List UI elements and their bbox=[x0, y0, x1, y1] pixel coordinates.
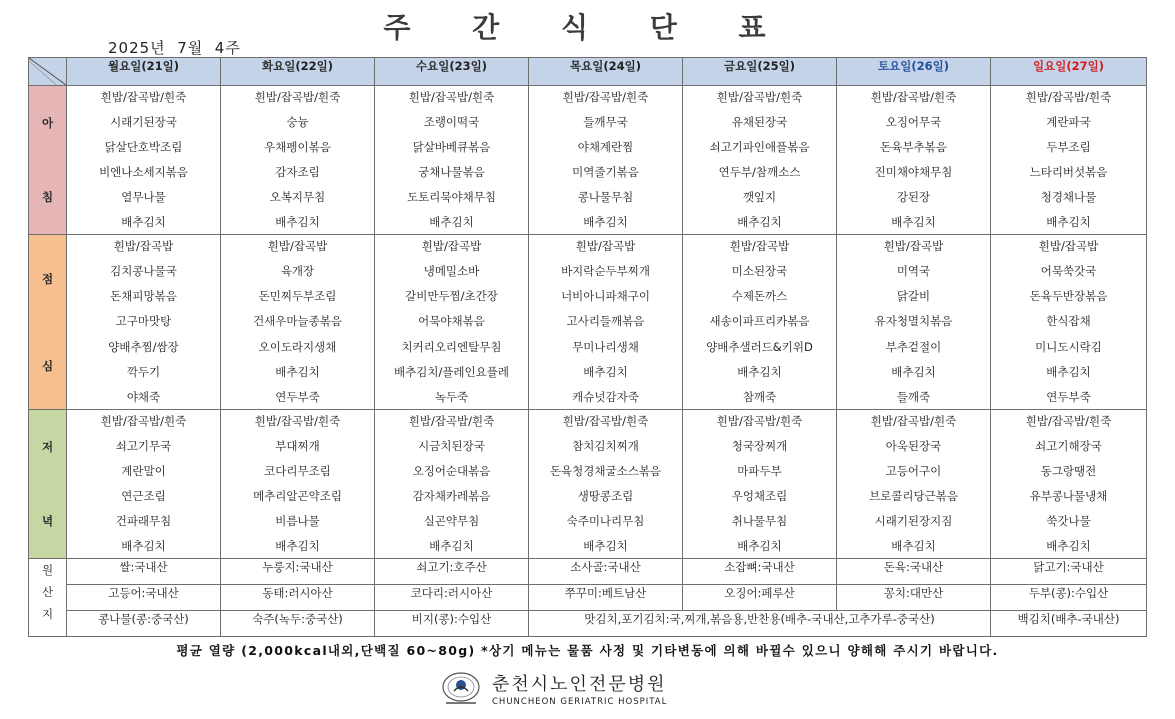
breakfast-row bbox=[29, 86, 1147, 235]
dinner-label bbox=[29, 410, 67, 559]
menu-item: 연근조림 bbox=[121, 489, 166, 503]
menu-item: 돈육두반장볶음 bbox=[1029, 289, 1108, 304]
menu-item: 연두부/참깨소스 bbox=[718, 165, 801, 179]
menu-item: 흰밥/잡곡밥/흰죽 bbox=[870, 90, 957, 104]
breakfast-cell-day-2 bbox=[221, 86, 375, 235]
diagonal-line-icon bbox=[29, 58, 66, 85]
meal-label-char: 아 bbox=[41, 116, 54, 130]
dinner-cell-day-4 bbox=[529, 410, 683, 559]
menu-item: 시금치된장국 bbox=[418, 439, 485, 453]
menu-item: 흰밥/잡곡밥/흰죽 bbox=[1025, 90, 1112, 104]
menu-item: 흰밥/잡곡밥 bbox=[113, 239, 174, 253]
menu-item: 녹두죽 bbox=[434, 389, 469, 404]
menu-item: 감자채카레볶음 bbox=[412, 489, 491, 503]
menu-item: 메추리알곤약조림 bbox=[253, 489, 342, 503]
menu-item: 양배추찜/쌈장 bbox=[108, 339, 179, 354]
menu-item: 배추김치 bbox=[275, 539, 320, 553]
origin-cell: 누룽지:국내산 bbox=[221, 559, 375, 585]
day-header-wed: 수요일(23일) bbox=[375, 58, 529, 86]
menu-item: 배추김치 bbox=[121, 539, 166, 553]
menu-item: 열무나물 bbox=[121, 190, 166, 204]
lunch-cell-day-6 bbox=[837, 235, 991, 410]
menu-item: 흰밥/잡곡밥/흰죽 bbox=[562, 414, 649, 428]
origin-cell: 돈육:국내산 bbox=[837, 559, 991, 585]
menu-item: 배추김치 bbox=[737, 364, 782, 379]
menu-item: 깍두기 bbox=[126, 364, 161, 379]
origin-kimchi-cell: 맛김치,포기김치:국,찌개,볶음용,반찬용(배추-국내산,고추가루-중국산) bbox=[529, 611, 991, 637]
menu-item: 진미채야채무침 bbox=[874, 165, 953, 179]
dinner-cell-day-3 bbox=[375, 410, 529, 559]
menu-item: 미소된장국 bbox=[731, 264, 788, 279]
lunch-cell-day-7 bbox=[991, 235, 1147, 410]
menu-item: 오복지무침 bbox=[269, 190, 326, 204]
breakfast-label bbox=[29, 86, 67, 235]
menu-item: 배추김치 bbox=[1046, 539, 1091, 553]
menu-item: 깻잎지 bbox=[742, 190, 777, 204]
day-header-sat: 토요일(26일) bbox=[837, 58, 991, 86]
menu-item: 갈비만두찜/초간장 bbox=[405, 289, 498, 304]
menu-item: 건파래무침 bbox=[115, 514, 172, 528]
menu-item: 부대찌개 bbox=[275, 439, 320, 453]
origin-row-1 bbox=[29, 559, 1147, 585]
menu-item: 건새우마늘종볶음 bbox=[253, 314, 342, 329]
menu-item: 고등어구이 bbox=[885, 464, 942, 478]
menu-item: 숭늉 bbox=[286, 115, 309, 129]
menu-item: 조랭이떡국 bbox=[423, 115, 480, 129]
weekly-menu-table bbox=[28, 57, 1147, 637]
menu-item: 참깨죽 bbox=[742, 389, 777, 404]
origin-cell: 두부(콩):수입산 bbox=[991, 585, 1147, 611]
menu-item: 강된장 bbox=[896, 190, 931, 204]
menu-item: 배추김치 bbox=[583, 215, 628, 229]
menu-item: 들깨무국 bbox=[583, 115, 628, 129]
lunch-label bbox=[29, 235, 67, 410]
menu-item: 유자청멸치볶음 bbox=[874, 314, 953, 329]
menu-item: 부추겉절이 bbox=[885, 339, 942, 354]
menu-item: 느타리버섯볶음 bbox=[1029, 165, 1108, 179]
dinner-cell-day-1 bbox=[67, 410, 221, 559]
day-header-sun: 일요일(27일) bbox=[991, 58, 1147, 86]
breakfast-cell-day-5 bbox=[683, 86, 837, 235]
menu-item: 수제돈까스 bbox=[731, 289, 788, 304]
menu-item: 우엉채조림 bbox=[731, 489, 788, 503]
dinner-cell-day-5 bbox=[683, 410, 837, 559]
breakfast-cell-day-4 bbox=[529, 86, 683, 235]
breakfast-cell-day-7 bbox=[991, 86, 1147, 235]
origin-cell: 숙주(녹두:중국산) bbox=[221, 611, 375, 637]
hospital-name-en: CHUNCHEON GERIATRIC HOSPITAL bbox=[492, 697, 668, 707]
menu-item: 유부콩나물냉채 bbox=[1029, 489, 1108, 503]
menu-item: 배추김치 bbox=[429, 539, 474, 553]
lunch-cell-day-1 bbox=[67, 235, 221, 410]
menu-item: 배추김치 bbox=[891, 215, 936, 229]
meal-label-char: 침 bbox=[41, 190, 54, 204]
day-header-row bbox=[29, 58, 1147, 86]
day-header-tue: 화요일(22일) bbox=[221, 58, 375, 86]
menu-item: 김치콩나물국 bbox=[110, 264, 177, 279]
origin-cell: 쇠고기:호주산 bbox=[375, 559, 529, 585]
origin-cell: 코다리:러시아산 bbox=[375, 585, 529, 611]
breakfast-cell-day-6 bbox=[837, 86, 991, 235]
origin-cell: 백김치(배추-국내산) bbox=[991, 611, 1147, 637]
menu-item: 야채죽 bbox=[126, 389, 161, 404]
menu-item: 돈민찌두부조림 bbox=[258, 289, 337, 304]
dinner-cell-day-6 bbox=[837, 410, 991, 559]
menu-item: 흰밥/잡곡밥 bbox=[729, 239, 790, 253]
menu-item: 돈육부추볶음 bbox=[880, 140, 947, 154]
menu-item: 유채된장국 bbox=[731, 115, 788, 129]
dinner-row bbox=[29, 410, 1147, 559]
menu-item: 흰밥/잡곡밥/흰죽 bbox=[100, 414, 187, 428]
menu-item: 쑥갓나물 bbox=[1046, 514, 1091, 528]
day-header-fri: 금요일(25일) bbox=[683, 58, 837, 86]
menu-item: 흰밥/잡곡밥/흰죽 bbox=[716, 90, 803, 104]
menu-item: 바지락순두부찌개 bbox=[561, 264, 650, 279]
menu-item: 동그랑땡전 bbox=[1040, 464, 1097, 478]
menu-item: 닭갈비 bbox=[896, 289, 931, 304]
origin-row-3 bbox=[29, 611, 1147, 637]
origin-cell: 소잡뼈:국내산 bbox=[683, 559, 837, 585]
calorie-footnote: 평균 열량 (2,000kcal내외,단백질 60~80g) *상기 메뉴는 물품 사정 및 기타변동에 의해 바뀔수 있으니 양해해 주시기 바랍니다. bbox=[176, 643, 999, 658]
day-header-thu: 목요일(24일) bbox=[529, 58, 683, 86]
menu-item: 연두부죽 bbox=[275, 389, 320, 404]
hospital-name-kr: 춘천시노인전문병원 bbox=[492, 674, 667, 695]
menu-item: 오징어무국 bbox=[885, 115, 942, 129]
origin-cell: 비지(콩):수입산 bbox=[375, 611, 529, 637]
menu-item: 흰밥/잡곡밥/흰죽 bbox=[1025, 414, 1112, 428]
menu-item: 양배추샐러드&키위D bbox=[706, 339, 813, 354]
menu-item: 배추김치 bbox=[275, 364, 320, 379]
menu-item: 무미나리생채 bbox=[572, 339, 639, 354]
menu-item: 도토리묵야채무침 bbox=[407, 190, 496, 204]
menu-item: 비엔나소세지볶음 bbox=[99, 165, 188, 179]
menu-item: 배추김치 bbox=[891, 539, 936, 553]
menu-item: 흰밥/잡곡밥 bbox=[883, 239, 944, 253]
menu-item: 오이도라지생채 bbox=[258, 339, 337, 354]
menu-item: 육개장 bbox=[280, 264, 315, 279]
menu-item: 계란말이 bbox=[121, 464, 166, 478]
week-label: 2025년 7월 4주 bbox=[108, 39, 241, 57]
breakfast-cell-day-3 bbox=[375, 86, 529, 235]
origin-label-char: 산 bbox=[41, 585, 54, 599]
menu-item: 들깨죽 bbox=[896, 389, 931, 404]
menu-item: 비름나물 bbox=[275, 514, 320, 528]
meal-label-char: 심 bbox=[41, 358, 54, 373]
origin-row-2 bbox=[29, 585, 1147, 611]
origin-label bbox=[29, 559, 67, 637]
origin-cell: 오징어:페루산 bbox=[683, 585, 837, 611]
menu-item: 닭살바베큐볶음 bbox=[412, 140, 491, 154]
menu-item: 냉메밀소바 bbox=[423, 264, 480, 279]
day-header-mon: 월요일(21일) bbox=[67, 58, 221, 86]
menu-item: 마파두부 bbox=[737, 464, 782, 478]
menu-item: 배추김치 bbox=[737, 215, 782, 229]
lunch-cell-day-5 bbox=[683, 235, 837, 410]
menu-item: 배추김치 bbox=[121, 215, 166, 229]
menu-item: 취나물무침 bbox=[731, 514, 788, 528]
menu-item: 생땅콩조림 bbox=[577, 489, 634, 503]
menu-item: 배추김치 bbox=[583, 539, 628, 553]
menu-item: 청경채나물 bbox=[1040, 190, 1097, 204]
menu-item: 쇠고기파인애플볶음 bbox=[709, 140, 810, 154]
menu-item: 흰밥/잡곡밥/흰죽 bbox=[408, 414, 495, 428]
menu-item: 우채펭이볶음 bbox=[264, 140, 331, 154]
menu-item: 궁채나물볶음 bbox=[418, 165, 485, 179]
page-title: 주 간 식 단 표 bbox=[383, 11, 792, 44]
menu-item: 배추김치 bbox=[737, 539, 782, 553]
menu-item: 청국장찌개 bbox=[731, 439, 788, 453]
menu-item: 배추김치 bbox=[583, 364, 628, 379]
menu-item: 흰밥/잡곡밥 bbox=[421, 239, 482, 253]
menu-item: 흰밥/잡곡밥/흰죽 bbox=[562, 90, 649, 104]
menu-item: 고사리들깨볶음 bbox=[566, 314, 645, 329]
menu-item: 캐슈넛감자죽 bbox=[572, 389, 639, 404]
menu-item: 흰밥/잡곡밥 bbox=[575, 239, 636, 253]
menu-item: 어묵쑥갓국 bbox=[1040, 264, 1097, 279]
menu-item: 치커리오리엔탈무침 bbox=[401, 339, 502, 354]
origin-cell: 닭고기:국내산 bbox=[991, 559, 1147, 585]
menu-item: 참치김치찌개 bbox=[572, 439, 639, 453]
origin-label-char: 원 bbox=[41, 563, 54, 577]
menu-item: 배추김치 bbox=[891, 364, 936, 379]
dinner-cell-day-7 bbox=[991, 410, 1147, 559]
meal-label-char: 점 bbox=[41, 271, 54, 286]
menu-item: 야채계란찜 bbox=[577, 140, 634, 154]
menu-item: 어묵야채볶음 bbox=[418, 314, 485, 329]
menu-item: 돈육청경채굴소스볶음 bbox=[549, 464, 662, 478]
origin-cell: 쌀:국내산 bbox=[67, 559, 221, 585]
menu-item: 연두부죽 bbox=[1046, 389, 1091, 404]
menu-item: 숙주미나리무침 bbox=[566, 514, 645, 528]
menu-item: 미니도시락김 bbox=[1035, 339, 1102, 354]
menu-item: 콩나물무침 bbox=[577, 190, 634, 204]
meal-label-char: 녁 bbox=[41, 514, 54, 528]
menu-item: 감자조림 bbox=[275, 165, 320, 179]
menu-item: 흰밥/잡곡밥/흰죽 bbox=[716, 414, 803, 428]
origin-cell: 고등어:국내산 bbox=[67, 585, 221, 611]
menu-item: 새송이파프리카볶음 bbox=[709, 314, 810, 329]
origin-cell: 쭈꾸미:베트남산 bbox=[529, 585, 683, 611]
lunch-cell-day-3 bbox=[375, 235, 529, 410]
menu-item: 아욱된장국 bbox=[885, 439, 942, 453]
menu-item: 너비아니파채구이 bbox=[561, 289, 650, 304]
corner-cell bbox=[29, 58, 67, 86]
hospital-emblem-icon bbox=[438, 671, 484, 707]
origin-cell: 소사골:국내산 bbox=[529, 559, 683, 585]
origin-cell: 꽁치:대만산 bbox=[837, 585, 991, 611]
dinner-cell-day-2 bbox=[221, 410, 375, 559]
menu-item: 흰밥/잡곡밥/흰죽 bbox=[254, 90, 341, 104]
breakfast-cell-day-1 bbox=[67, 86, 221, 235]
menu-item: 흰밥/잡곡밥/흰죽 bbox=[870, 414, 957, 428]
menu-item: 시래기된장국 bbox=[110, 115, 177, 129]
hospital-logo bbox=[438, 670, 667, 707]
menu-item: 닭살단호박조림 bbox=[104, 140, 183, 154]
menu-item: 배추김치 bbox=[275, 215, 320, 229]
menu-item: 흰밥/잡곡밥/흰죽 bbox=[100, 90, 187, 104]
menu-item: 한식잡채 bbox=[1046, 314, 1091, 329]
lunch-row bbox=[29, 235, 1147, 410]
origin-cell: 동태:러시아산 bbox=[221, 585, 375, 611]
menu-item: 브로콜리당근볶음 bbox=[869, 489, 958, 503]
menu-item: 고구마맛탕 bbox=[115, 314, 172, 329]
menu-item: 미역줄기볶음 bbox=[572, 165, 639, 179]
menu-item: 쇠고기무국 bbox=[115, 439, 172, 453]
menu-item: 쇠고기해장국 bbox=[1035, 439, 1102, 453]
menu-item: 배추김치 bbox=[1046, 215, 1091, 229]
menu-item: 흰밥/잡곡밥/흰죽 bbox=[254, 414, 341, 428]
menu-item: 돈채피망볶음 bbox=[110, 289, 177, 304]
menu-item: 실곤약무침 bbox=[423, 514, 480, 528]
menu-item: 흰밥/잡곡밥 bbox=[267, 239, 328, 253]
menu-item: 배추김치 bbox=[1046, 364, 1091, 379]
lunch-cell-day-4 bbox=[529, 235, 683, 410]
menu-item: 흰밥/잡곡밥 bbox=[1038, 239, 1099, 253]
menu-item: 배추김치/플레인요플레 bbox=[394, 364, 509, 379]
origin-cell: 콩나물(콩:중국산) bbox=[67, 611, 221, 637]
menu-item: 계란파국 bbox=[1046, 115, 1091, 129]
meal-label-char: 저 bbox=[41, 440, 54, 454]
menu-item: 두부조림 bbox=[1046, 140, 1091, 154]
menu-item: 미역국 bbox=[896, 264, 931, 279]
lunch-cell-day-2 bbox=[221, 235, 375, 410]
menu-item: 시래기된장지짐 bbox=[874, 514, 953, 528]
menu-item: 오징어순대볶음 bbox=[412, 464, 491, 478]
menu-item: 흰밥/잡곡밥/흰죽 bbox=[408, 90, 495, 104]
menu-item: 배추김치 bbox=[429, 215, 474, 229]
origin-label-char: 지 bbox=[41, 607, 54, 621]
menu-item: 코다리무조림 bbox=[264, 464, 331, 478]
